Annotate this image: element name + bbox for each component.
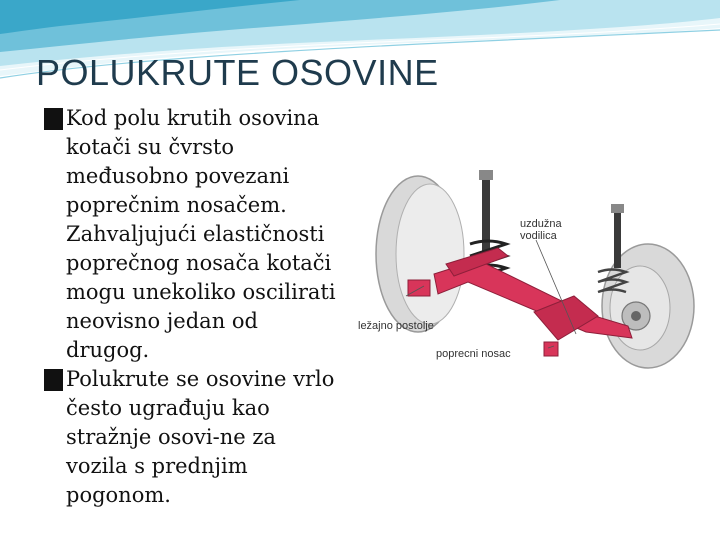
- bullet-list: [44, 104, 344, 510]
- bullet-item: [44, 365, 344, 510]
- right-shock-absorber: [614, 208, 621, 268]
- bullet-text: Polukrute se osovine vrlo često ugrađuju kao stražnje osovi-ne za vozila s prednjim pogonom.: [66, 367, 335, 507]
- bullet-text: Kod polu krutih osovina kotači su čvrsto međusobno povezani poprečnim nosačem. Zahvaljujući elastičnosti poprečnog nosača kotači mogu unekoliko oscilirati neovisno jedan od drugog.: [66, 106, 336, 362]
- bullet-item: [44, 104, 344, 365]
- square-bullet-icon: : [44, 108, 63, 130]
- label-longitudinal-arm: uzdužna vodilica: [520, 218, 562, 242]
- axle-drawing: [348, 156, 700, 370]
- bearing-mount: [408, 280, 430, 296]
- label-bearing-mount: ležajno postolje: [358, 320, 434, 332]
- slide-title: POLUKRUTE OSOVINE: [36, 52, 439, 93]
- axle-illustration: [348, 156, 700, 370]
- label-cross-beam: poprecni nosac: [436, 348, 511, 360]
- square-bullet-icon: : [44, 369, 63, 391]
